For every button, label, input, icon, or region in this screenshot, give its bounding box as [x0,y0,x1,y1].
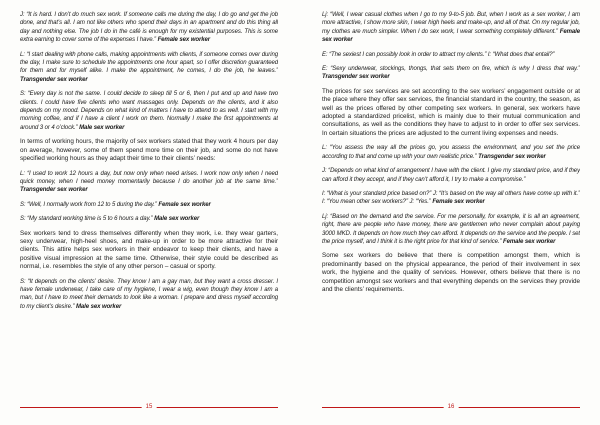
quote-paragraph: Lj: “Based on the demand and the service. For me personally, for example, it is all an agreement, right, there are people who have money, there are gentlemen who never complain about paying 3000 MKD. It depends on how much they can afford. It depends on the service and the people. I set the price myself, and I think it is the right price for that kind of service.” Female sex worker [322,213,580,245]
quote-paragraph: E: “The sexiest I can possibly look in order to attract my clients.” I: “What does that entail?” [322,51,555,58]
quote-attribution: Transgender sex worker [322,74,390,81]
quote-attribution: Male sex worker [154,216,200,223]
quote-attribution: Transgender sex worker [20,76,88,83]
quote-paragraph: S: “Every day is not the same. I could decide to sleep till 5 or 6, then I put and up and have two clients. I could have five clients who want massages only. Depends on the clients, and it also depends on my mood. Depends on what kind of matters I have to attend to as well. I start with my morning coffee, and if I have a client I work on them. Normally I make the first appointments at around 3 or 4 o’clock.” Male sex worker [20,91,278,131]
quote-attribution: Transgender sex worker [20,187,88,194]
quote-paragraph: S: “My standard working time is 5 to 6 hours a day.” Male sex worker [20,216,200,223]
quote-attribution: Female sex worker [503,238,556,245]
quote-paragraph: L: “I start dealing with phone calls, making appointments with clients, if someone comes over during the day, I make sure to schedule the appointments one hour apart, so I offer discretion guaranteed for them and for myself alike. I make the appointment, he comes, I do the job, he leaves.” Transgender sex worker [20,51,278,83]
quote-attribution: Female sex worker [158,201,211,208]
right-page-text-column [322,11,580,399]
quote-paragraph: J: “It is hard. I don’t do much sex work. If someone calls me during the day, I do go and get the job done, and that’s all. I am not like others who spend their days in an apartment and do this thing all day and nothing else. The job I do in the café is enough for my existential purposes. This is some extra earning to cover some of the expenses I have.” Female sex worker [20,12,278,44]
body-paragraph: Sex workers tend to dress themselves differently when they work, i.e. they wear garters, sexy underwear, high-heel shoes, and make-up in order to be more attractive for their clients. This attire helps sex workers in their endeavor to keep their clients, and have a positive visual impression at the same time. Otherwise, their style could be described as normal, i.e. resembles the style of any other person – casual or sporty. [20,229,278,271]
quote-attribution: Female sex worker [157,37,210,44]
page-number: 15 [142,403,157,412]
right-page [300,0,600,425]
quote-paragraph: I: “What is your standard price based on?” J: “It’s based on the way all others have come up with it.” I: “You mean other sex workers?” J: “Yes.” Female sex worker [322,190,580,206]
quote-paragraph: S: “It depends on the clients’ desire. They know I am a gay man, but they want a cross dresser. I have female underwear, I take care of my hygiene, I wear a wig, even though they know I am a man, but I have to meet their demands to look like a woman. I prepare and dress myself according to my client’s desire.” Male sex worker [20,278,278,310]
body-paragraph: The prices for sex services are set according to the sex workers’ engagement outside or at the place where they offer sex services, the financial standard in the country, the season, as well as the prices offered by other competing sex workers. In general, sex workers have adopted a standardized pricelist, which is mainly due to their mutual communication and consultations, as well as the conditions they have to adjust to in order to offer sex services. In certain situations the prices are adjusted to the current living expenses and needs. [322,87,580,137]
quote-paragraph: J: “Depends on what kind of arrangement I have with the client. I give my standard price, and if they can afford it they accept, and if they can’t afford it, I try to make a compromise.” [322,168,580,183]
quote-attribution: Transgender sex worker [478,153,546,160]
quote-attribution: Female sex worker [432,199,485,206]
body-paragraph: In terms of working hours, the majority of sex workers stated that they work 4 hours per day on average, however, some of them spend more time on their job, and some do not have specified working hours as they adapt their time to their clients’ needs: [20,138,278,163]
quote-paragraph: L: “You assess the way all the prices go, you assess the environment, and you set the price according to that and come up with your own realistic price.” Transgender sex worker [322,145,580,160]
quote-paragraph: Lj: “Well, I wear casual clothes when I go to my 9-to-5 job. But, when I work as a sex worker, I am more attractive, I show more skin, I wear high heels and make-up, and all of that. On my regular job, my clothes are much simpler. When I do sex work, I wear something completely different.” Female sex worker [322,12,580,44]
quote-paragraph: L: “I used to work 12 hours a day, but now only when need arises. I work now only when I need quick money, when I need money momentarily because I do another job at the same time.” Transgender sex worker [20,170,278,194]
body-paragraph: Some sex workers do believe that there is competition amongst them, which is predominantly based on the physical appearance, the period of their involvement in sex work, the hygiene and the quality of services. However, others believe that there is no competition amongst sex workers and that everything depends on the services they provide and the clients’ requirements. [322,252,580,293]
page-footer [20,403,278,413]
left-page-text-column [20,11,278,399]
page-number: 16 [444,403,459,412]
quote-attribution: Male sex worker [75,303,122,310]
quote-attribution: Female sex worker [322,28,580,44]
quote-paragraph: E: “Sexy underwear, stockings, thongs, that sets them on fire, which is why I dress that way.” Transgender sex worker [322,66,580,81]
quote-attribution: Male sex worker [79,124,125,131]
quote-paragraph: S: “Well, I normally work from 12 to 5 during the day.” Female sex worker [20,201,211,208]
page-footer [322,403,580,413]
